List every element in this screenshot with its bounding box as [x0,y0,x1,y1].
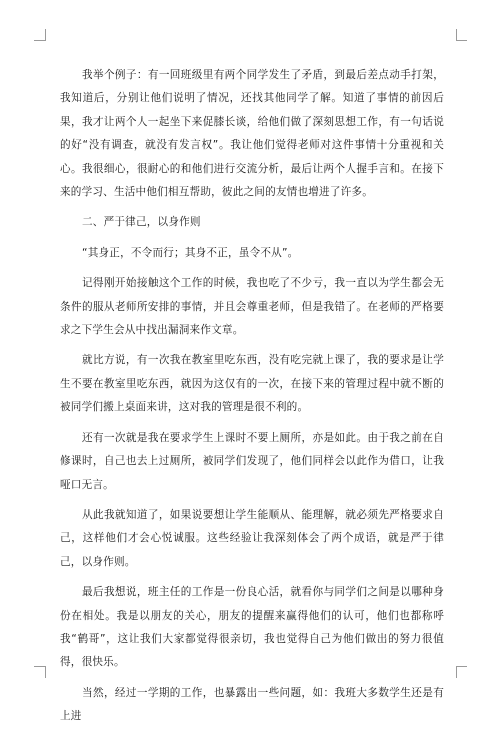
crop-mark-top-right [456,40,467,41]
paragraph-example-conflict: 我举个例子：有一回班级里有两个同学发生了矛盾，到最后差点动手打架，我知道后，分别让他们说明了情况，还找其他同学了解。知道了事情的前因后果，我才让两个人一起坐下来促膝长谈，给他们做了深刻思想工作，有一句话说的好“没有调查，就没有发言权”。我让他们觉得老师对这件事情十分重视和关心。我很细心，很耐心的和他们进行交流分析，最后让两个人握手言和。在接下来的学习、生活中他们相互帮助，彼此之间的友情也增进了许多。 [60,69,444,199]
paragraph-problems-start: 当然，经过一学期的工作，也暴露出一些问题，如：我班大多数学生还是有上进 [60,686,444,723]
crop-mark-top-right [456,29,457,41]
crop-mark-bottom-left [45,666,46,678]
paragraph-lesson-learned: 从此我就知道了，如果说要想让学生能顺从、能理解，就必须先严格要求自己，这样他们才会心悦诚服。这些经验让我深刻体会了两个成语，就是严于律己，以身作则。 [60,508,444,568]
document-body [60,64,444,736]
crop-mark-bottom-right [456,666,457,678]
crop-mark-top-left [45,29,46,41]
crop-mark-bottom-left [34,666,45,667]
paragraph-early-experience: 记得刚开始接触这个工作的时候，我也吃了不少亏，我一直以为学生都会无条件的服从老师所安排的事情，并且会尊重老师，但是我错了。在老师的严格要求之下学生会从中找出漏洞来作文章。 [60,277,444,337]
paragraph-restroom-rule: 还有一次就是我在要求学生上课时不要上厕所，亦是如此。由于我之前在自修课时，自己也去上过厕所，被同学们发现了，他们同样会以此作为借口，让我哑口无言。 [60,431,444,491]
paragraph-eating-in-classroom: 就比方说，有一次我在教室里吃东西，没有吃完就上课了，我的要求是让学生不要在教室里吃东西，就因为这仅有的一次，在接下来的管理过程中就不断的被同学们搬上桌面来讲，这对我的管理是很不利的。 [60,354,444,414]
quote-paragraph: “其身正，不令而行；其身不正，虽令不从”。 [82,246,299,259]
section-heading-lead-by-example: 二、严于律己，以身作则 [82,216,201,229]
crop-mark-bottom-right [456,666,467,667]
paragraph-conclusion: 最后我想说，班主任的工作是一份良心活，就看你与同学们之间是以哪种身份在相处。我是以朋友的关心，朋友的提醒来赢得他们的认可，他们也都称呼我“鹤哥”，这让我们大家都觉得很亲切，我也觉得自己为他们做出的努力很值得，很快乐。 [60,586,444,669]
crop-mark-top-left [34,40,45,41]
